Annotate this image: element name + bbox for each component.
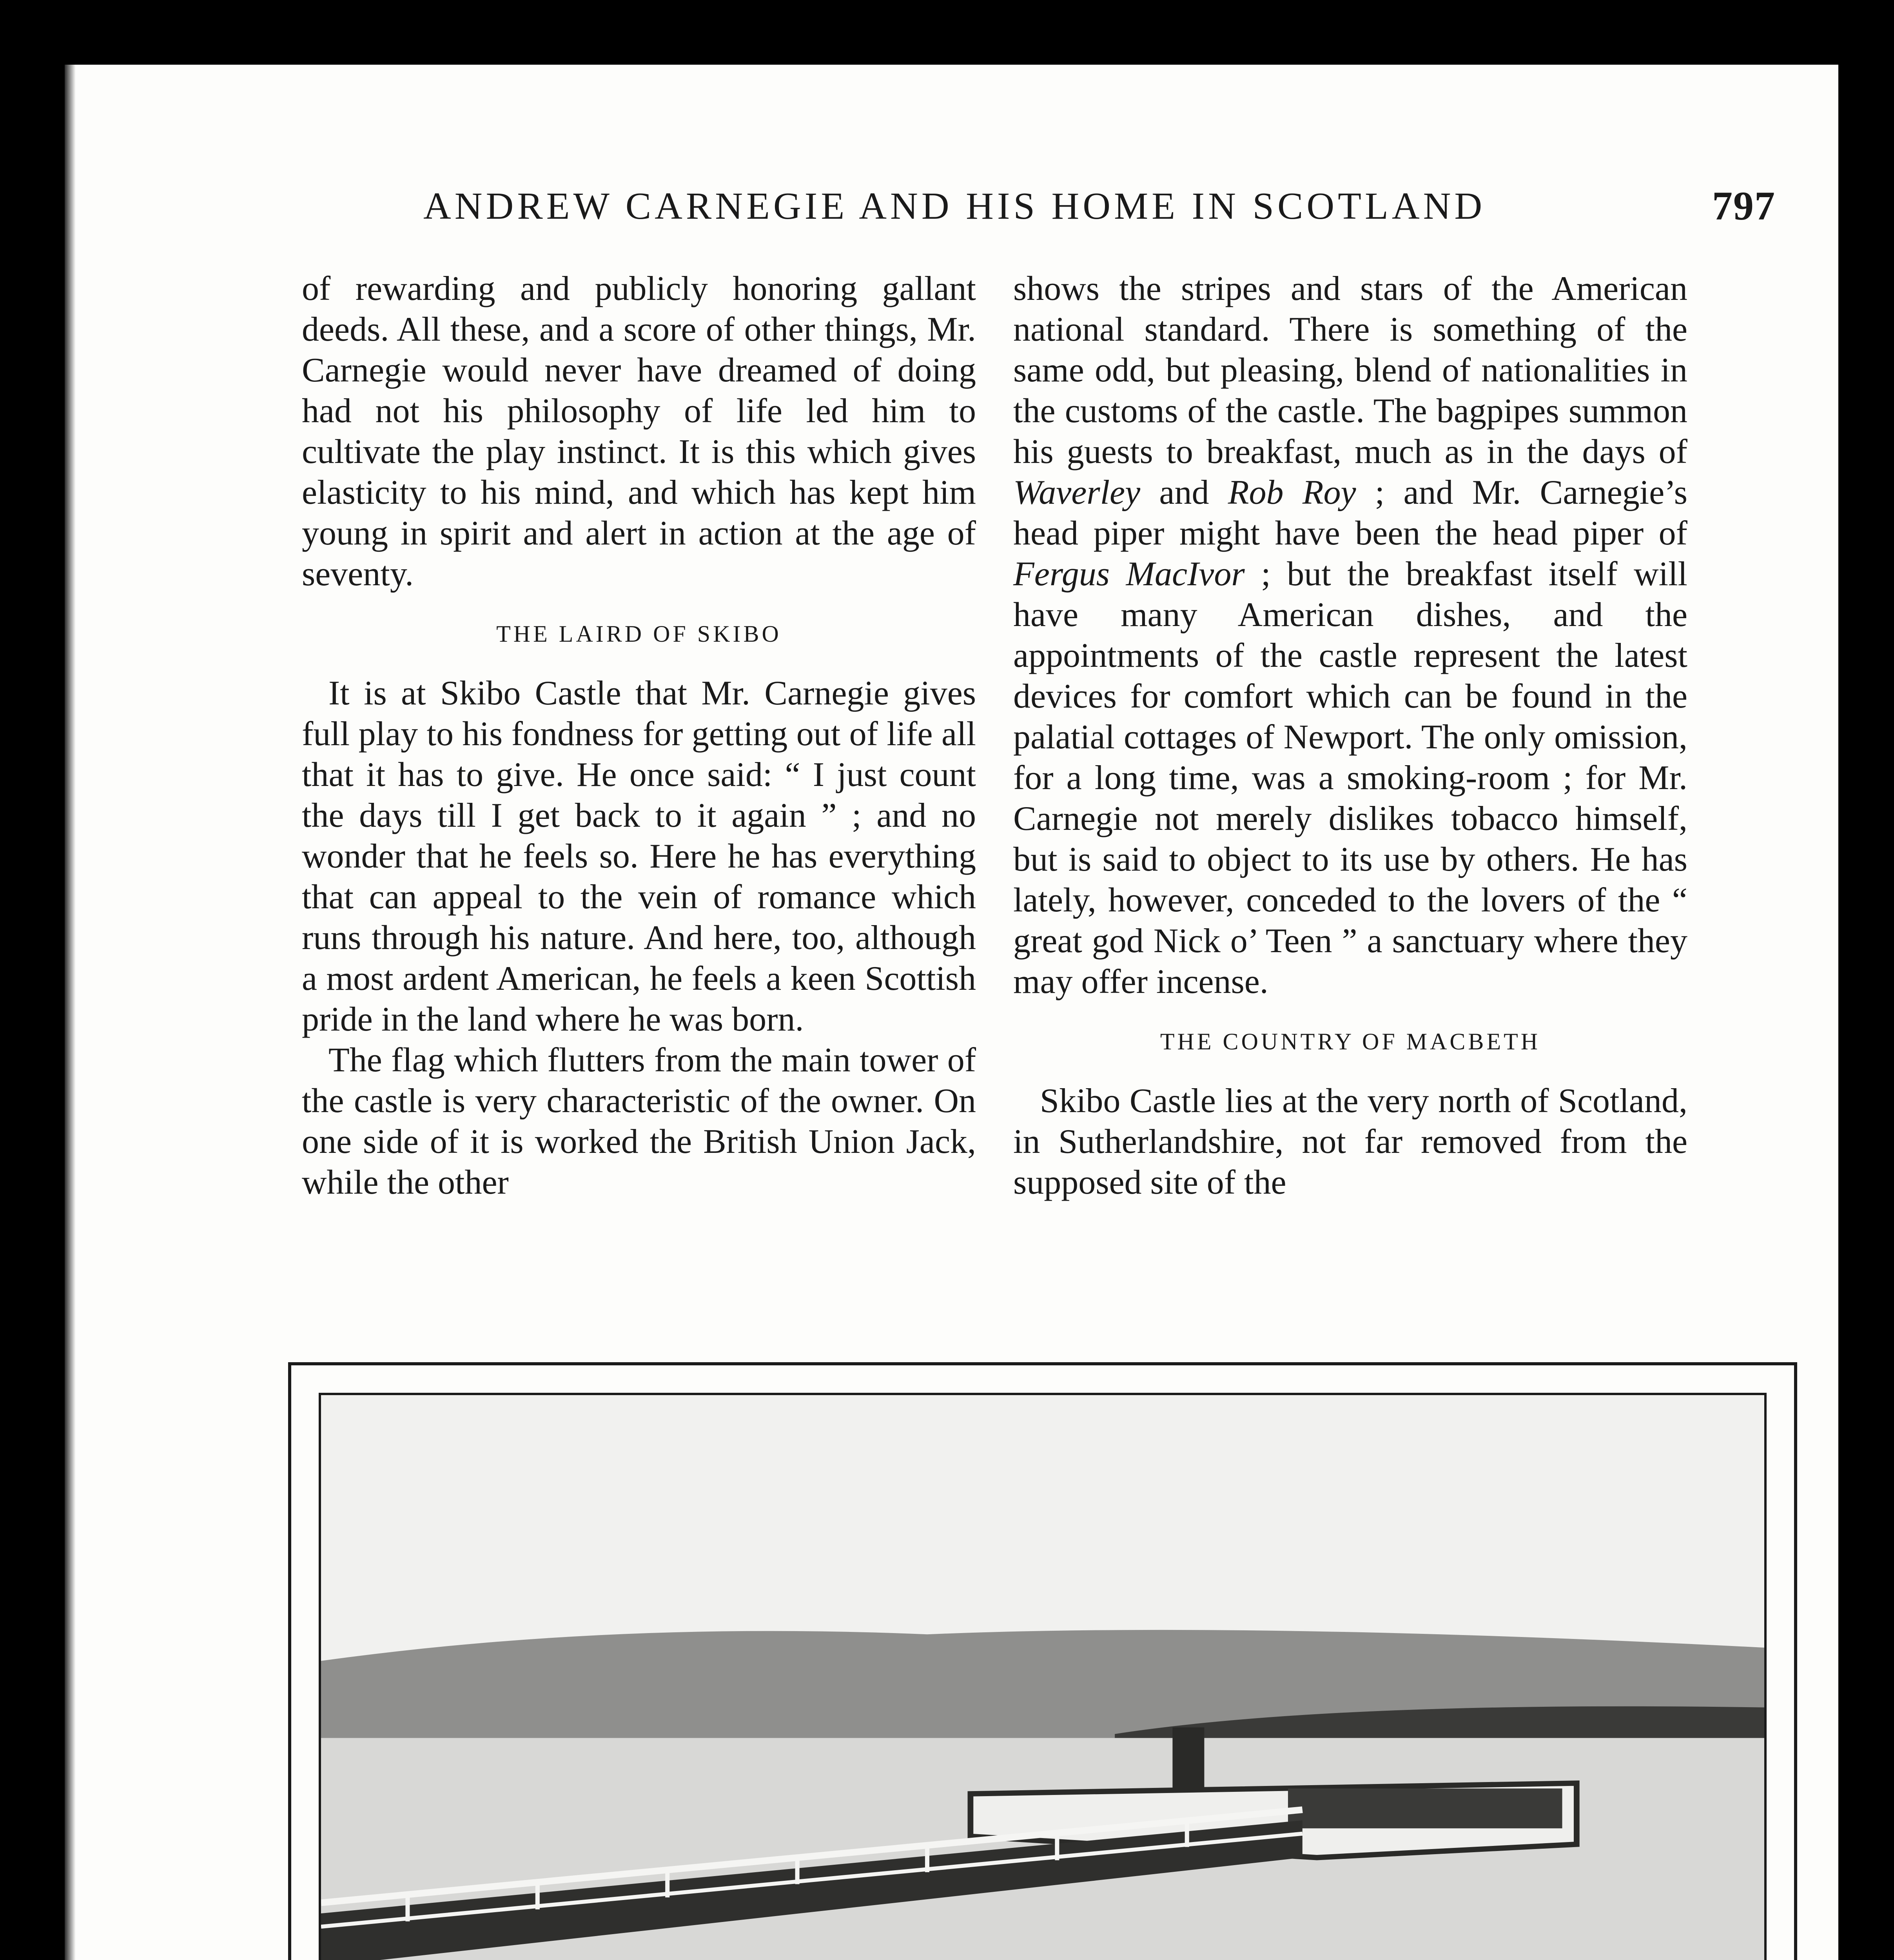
name-fergus-macivor: Fergus MacIvor: [1013, 555, 1245, 593]
photo-steam-yacht-pier: [319, 1393, 1767, 1960]
right-paragraph-1-text-c: ; and Mr. Carnegie’s head piper might have been the head piper of: [1013, 474, 1687, 552]
magazine-page: [65, 65, 1838, 1960]
right-paragraph-1: [1013, 269, 1687, 1002]
section-heading-country-of-macbeth: THE COUNTRY OF MACBETH: [1160, 1029, 1541, 1054]
section-heading-laird-of-skibo: THE LAIRD OF SKIBO: [496, 621, 782, 647]
running-head: [423, 184, 1776, 228]
left-paragraph-2: It is at Skibo Castle that Mr. Carnegie gives full play to his fondness for getting out of life all that it has to give. He once said: “ I just count the days till I get back to it again ” ; and no wonder that he feels so. Here he has everything that can appeal to the vein of romance which runs through his nature. And here, too, although a most ardent American, he feels a keen Scottish pride in the land where he was born.: [302, 674, 976, 1038]
right-paragraph-1-text-a: shows the stripes and stars of the American national standard. There is something of the same odd, but pleasing, blend of nationalities in the customs of the castle. The bagpipes summon his guests to breakfast, much as in the days of: [1013, 270, 1687, 471]
right-column: [1013, 269, 1687, 1203]
page-number: 797: [1712, 183, 1776, 229]
right-paragraph-1-text-d: ; but the breakfast itself will have many American dishes, and the appointments of the castle represent the latest devices for comfort which can be found in the palatial cottages of Newport. The only omission, for a long time, was a smoking-room ; for Mr. Carnegie not merely dislikes tobacco himself, but is said to object to its use by others. He has lately, however, conceded to the lovers of the “ great god Nick o’ Teen ” a sanctuary where they may offer incense.: [1013, 555, 1687, 1001]
running-head-title: ANDREW CARNEGIE AND HIS HOME IN SCOTLAND: [423, 185, 1486, 227]
left-paragraph-1: of rewarding and publicly honoring gallant deeds. All these, and a score of other things, Mr. Carnegie would never have dreamed of doing had not his philosophy of life led him to cultivate the play instinct. It is this which gives elasticity to his mind, and which has kept him young in spirit and alert in action at the age of seventy.: [302, 270, 976, 593]
left-paragraph-3: The flag which flutters from the main tower of the castle is very characteristic of the owner. On one side of it is worked the British Union Jack, while the other: [302, 1041, 976, 1201]
title-rob-roy: Rob Roy: [1228, 474, 1356, 512]
right-paragraph-2: Skibo Castle lies at the very north of Scotland, in Sutherlandshire, not far removed from the supposed site of the: [1013, 1082, 1687, 1201]
left-column: [302, 269, 976, 1203]
photo-frame: [288, 1362, 1797, 1960]
right-paragraph-1-text-b: and: [1140, 474, 1228, 512]
photo-illustration: [321, 1395, 1764, 1960]
title-waverley: Waverley: [1013, 474, 1141, 512]
page-spine-edge: [65, 65, 76, 1960]
